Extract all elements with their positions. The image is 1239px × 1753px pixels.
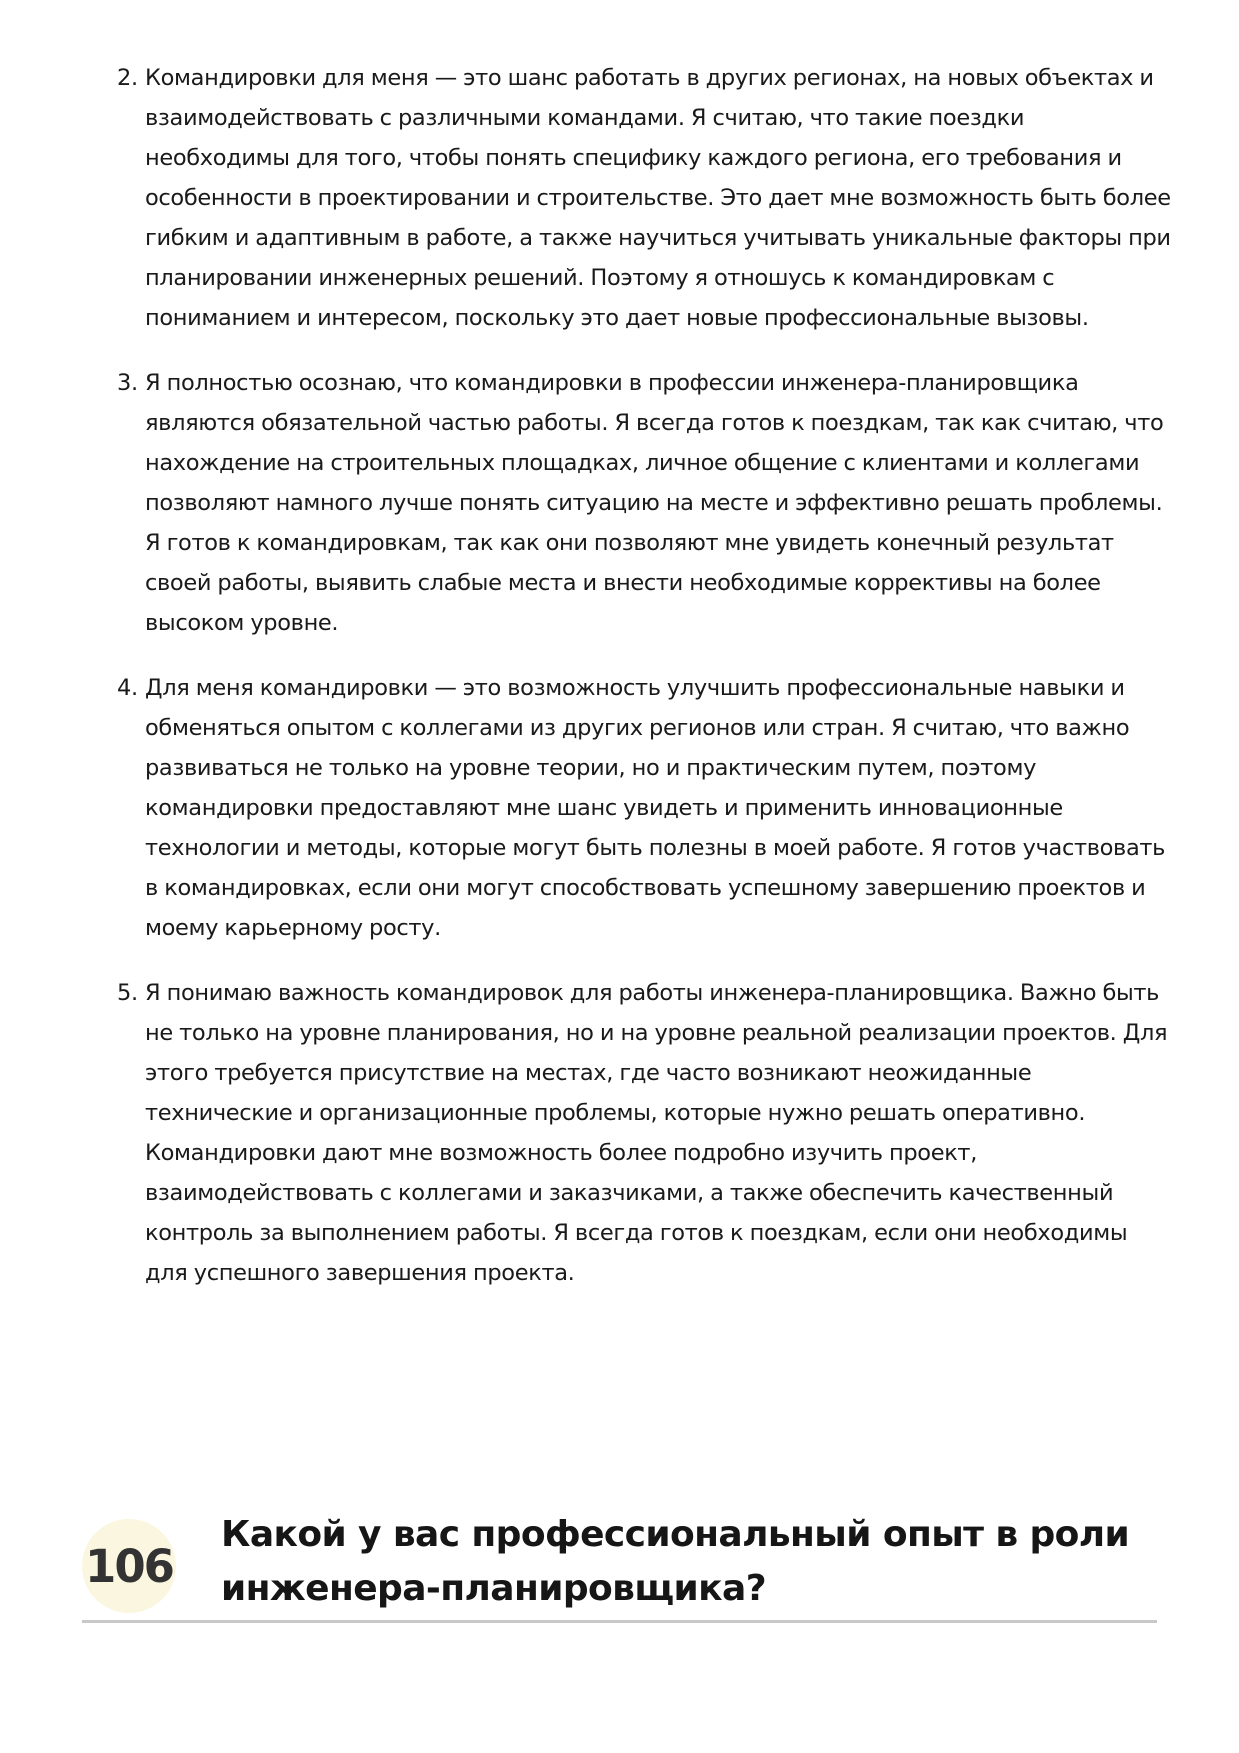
answer-item-3 xyxy=(117,363,1172,643)
question-title: Какой у вас профессиональный опыт в роли инженера-планировщика? xyxy=(221,1514,1130,1609)
answer-number: 2. xyxy=(117,65,138,91)
answer-number: 3. xyxy=(117,370,138,396)
answer-text: Я понимаю важность командировок для работы инженера-планировщика. Важно быть не только на уровне планирования, но и на уровне реальной реализации проектов. Для этого требуется присутствие на местах, где часто возникают неожиданные технические и организационные проблемы, которые нужно решать оперативно. Командировки дают мне возможность более подробно изучить проект, взаимодействовать с коллегами и заказчиками, а также обеспечить качественный контроль за выполнением работы. Я всегда готов к поездкам, если они необходимы для успешного завершения проекта. xyxy=(145,980,1168,1286)
answer-item-2 xyxy=(117,58,1172,338)
question-header xyxy=(82,1508,1157,1623)
answer-number: 4. xyxy=(117,675,138,701)
answer-list xyxy=(117,58,1172,1318)
answer-text: Для меня командировки — это возможность улучшить профессиональные навыки и обменяться опытом с коллегами из других регионов или стран. Я считаю, что важно развиваться не только на уровне теории, но и практическим путем, поэтому командировки предоставляют мне шанс увидеть и применить инновационные технологии и методы, которые могут быть полезны в моей работе. Я готов участвовать в командировках, если они могут способствовать успешному завершению проектов и моему карьерному росту. xyxy=(145,675,1166,941)
answer-number: 5. xyxy=(117,980,138,1006)
answer-item-4 xyxy=(117,668,1172,948)
answer-text: Командировки для меня — это шанс работать в других регионах, на новых объектах и взаимодействовать с различными командами. Я считаю, что такие поездки необходимы для того, чтобы понять специфику каждого региона, его требования и особенности в проектировании и строительстве. Это дает мне возможность быть более гибким и адаптивным в работе, а также научиться учитывать уникальные факторы при планировании инженерных решений. Поэтому я отношусь к командировкам с пониманием и интересом, поскольку это дает новые профессиональные вызовы. xyxy=(145,65,1171,331)
answer-text: Я полностью осознаю, что командировки в профессии инженера-планировщика являются обязательной частью работы. Я всегда готов к поездкам, так как считаю, что нахождение на строительных площадках, личное общение с клиентами и коллегами позволяют намного лучше понять ситуацию на месте и эффективно решать проблемы. Я готов к командировкам, так как они позволяют мне увидеть конечный результат своей работы, выявить слабые места и внести необходимые коррективы на более высоком уровне. xyxy=(145,370,1164,636)
answer-item-5 xyxy=(117,973,1172,1293)
question-number-badge: 106 xyxy=(82,1519,176,1613)
